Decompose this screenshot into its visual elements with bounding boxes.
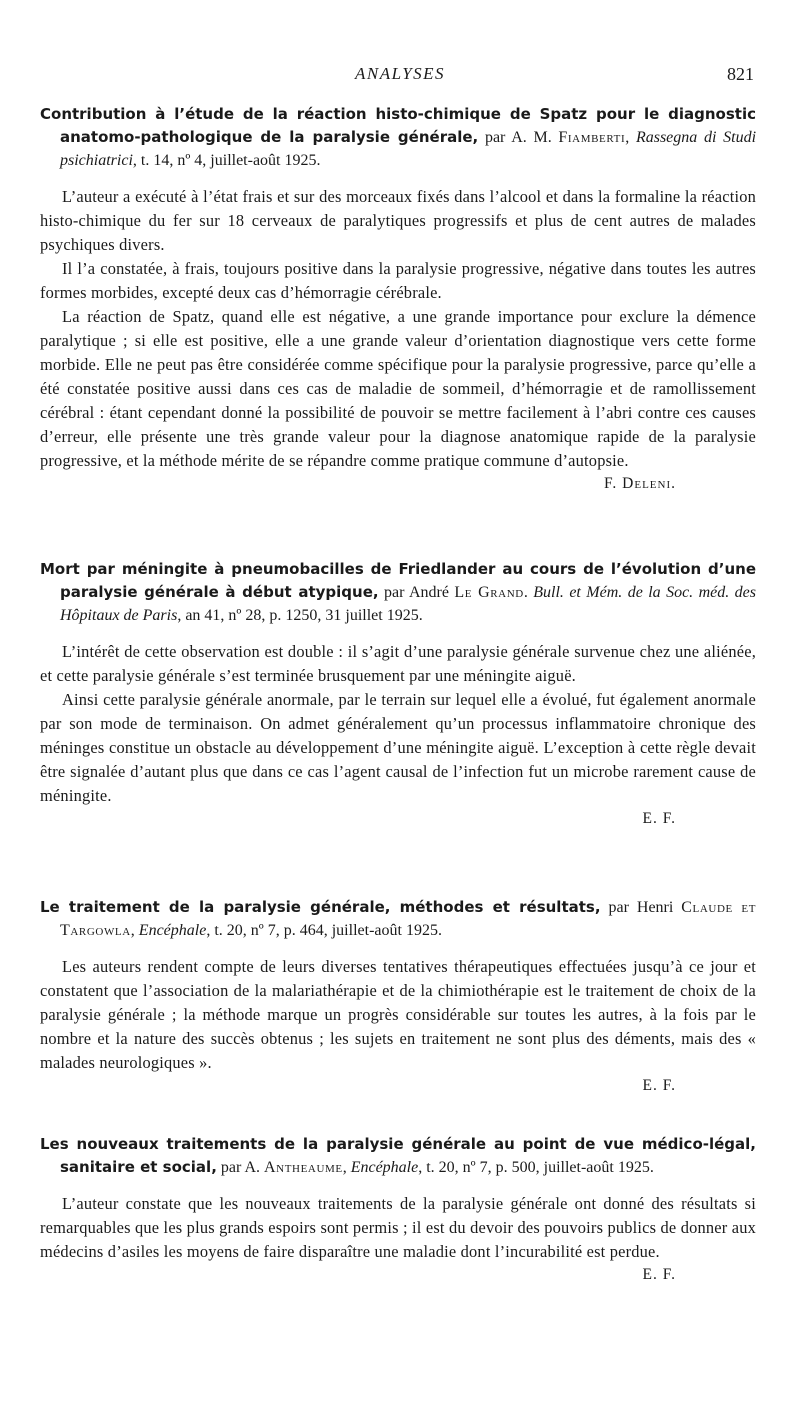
article-author: Fiamberti xyxy=(558,129,626,146)
article-paragraph: La réaction de Spatz, quand elle est négative, a une grande importance pour exclure la démence paralytique ; si elle est positive, elle a une grande valeur d’orientation diagnostique vers cette forme morbide. Elle ne peut pas être considérée comme spécifique pour la paralysie progressive, parce qu’elle a été constatée positive aussi dans ces cas de maladie de sommeil, d’hémorragie et de ramollissement cérébral : étant cependant donné la possibilité de pouvoir se mettre facilement à l’abri contre ces causes d’erreur, elle présente une très grande valeur pour la diagnose anatomique rapide de la paralysie progressive, et la méthode mérite de se répandre comme pratique commune d’autopsie. xyxy=(40,307,756,470)
article-by: par André xyxy=(378,584,455,601)
article-signature: E. F. xyxy=(642,1266,676,1283)
article-paragraph: Les auteurs rendent compte de leurs diverses tentatives thérapeutiques effectuées jusqu’à ce jour et constatent que l’association de la malariathérapie et de la chimiothérapie est le traitement de choix de la paralysie générale ; la méthode marque un progrès considérable sur toutes les autres, à la fois par le nombre et la nature des succès obtenus ; les sujets en traitement ne sont plus des déments, mais des « malades neurologiques ». xyxy=(40,957,756,1072)
article-title: Mort par méningite à pneumobacilles de Friedlander au cours de l’évolution d’une paralysie générale à début atypique, xyxy=(40,560,756,601)
article-source-details: , an 41, nº 28, p. 1250, 31 juillet 1925. xyxy=(177,607,423,624)
article-author: Claude et Targowla xyxy=(60,899,757,939)
review-article-3 xyxy=(40,896,756,1097)
review-article-4 xyxy=(40,1133,756,1286)
article-journal: Bull. et Mém. de la Soc. méd. des Hôpitaux de Paris xyxy=(60,584,757,624)
article-title: Les nouveaux traitements de la paralysie générale au point de vue médico-légal, sanitaire et social, xyxy=(40,1135,756,1176)
running-header xyxy=(0,64,800,88)
article-source-details: , t. 14, nº 4, juillet-août 1925. xyxy=(132,152,321,169)
article-signature: E. F. xyxy=(642,810,676,827)
review-article-1 xyxy=(40,103,756,495)
page-number: 821 xyxy=(727,64,754,84)
article-title: Le traitement de la paralysie générale, méthodes et résultats, xyxy=(40,898,601,916)
article-journal: Rassegna di Studi psichiatrici xyxy=(60,129,757,169)
article-author: Antheaume xyxy=(264,1159,343,1176)
article-by: par A. xyxy=(216,1159,265,1176)
article-paragraph: L’intérêt de cette observation est double : il s’agit d’une paralysie générale survenue chez une aliénée, et cette paralysie générale s’est terminée brusquement par une méningite aiguë. xyxy=(40,642,756,685)
article-source-details: , t. 20, nº 7, p. 500, juillet-août 1925. xyxy=(418,1159,654,1176)
article-heading: Le traitement de la paralysie générale, méthodes et résultats, par Henri Claude et Targowla, Encéphale, t. 20, nº 7, p. 464, juillet-août 1925. xyxy=(40,898,757,939)
article-journal: Encéphale xyxy=(138,922,207,939)
review-article-2 xyxy=(40,558,756,830)
article-signature: F. Deleni. xyxy=(604,475,676,492)
article-heading: Contribution à l’étude de la réaction histo-chimique de Spatz pour le diagnostic anatomo-pathologique de la paralysie générale, par A. M. Fiamberti, Rassegna di Studi psichiatrici, t. 14, nº 4, juillet-août 1925. xyxy=(40,105,757,169)
article-paragraph: L’auteur constate que les nouveaux traitements de la paralysie générale ont donné des résultats si remarquables que les plus grands espoirs sont permis ; il est du devoir des pouvoirs publics de donner aux médecins d’asiles les moyens de faire disparaître une maladie dont l’incurabilité est perdue. xyxy=(40,1194,756,1261)
article-by: par Henri xyxy=(600,899,682,916)
article-title: Contribution à l’étude de la réaction histo-chimique de Spatz pour le diagnostic anatomo-pathologique de la paralysie générale, xyxy=(40,105,756,146)
article-journal: Encéphale xyxy=(350,1159,419,1176)
running-title: ANALYSES xyxy=(354,64,446,83)
article-paragraph: L’auteur a exécuté à l’état frais et sur des morceaux fixés dans l’alcool et dans la formaline la réaction histo-chimique du fer sur 18 cerveaux de paralytiques progressifs et plus de cent autres de malades psychiques divers. xyxy=(40,187,756,254)
article-source-details: , t. 20, nº 7, p. 464, juillet-août 1925. xyxy=(206,922,442,939)
article-author: Le Grand xyxy=(454,584,524,601)
article-signature: E. F. xyxy=(642,1077,676,1094)
article-paragraph: Ainsi cette paralysie générale anormale, par le terrain sur lequel elle a évolué, fut également anormale par son mode de terminaison. On admet généralement qu’un processus inflammatoire chronique des méninges constitue un obstacle au développement d’une méningite aiguë. L’exception à cette règle devait être signalée d’autant plus que dans ce cas l’agent causal de l’infection fut un microbe rarement cause de méningite. xyxy=(40,690,756,805)
article-paragraph: Il l’a constatée, à frais, toujours positive dans la paralysie progressive, négative dans toutes les autres formes morbides, excepté deux cas d’hémorragie cérébrale. xyxy=(40,259,756,302)
article-by: par A. M. xyxy=(478,129,559,146)
article-heading: Mort par méningite à pneumobacilles de Friedlander au cours de l’évolution d’une paralysie générale à début atypique, par André Le Grand. Bull. et Mém. de la Soc. méd. des Hôpitaux de Paris, an 41, nº 28, p. 1250, 31 juillet 1925. xyxy=(40,560,757,624)
article-heading: Les nouveaux traitements de la paralysie générale au point de vue médico-légal, sanitaire et social, par A. Antheaume, Encéphale, t. 20, nº 7, p. 500, juillet-août 1925. xyxy=(40,1135,756,1176)
